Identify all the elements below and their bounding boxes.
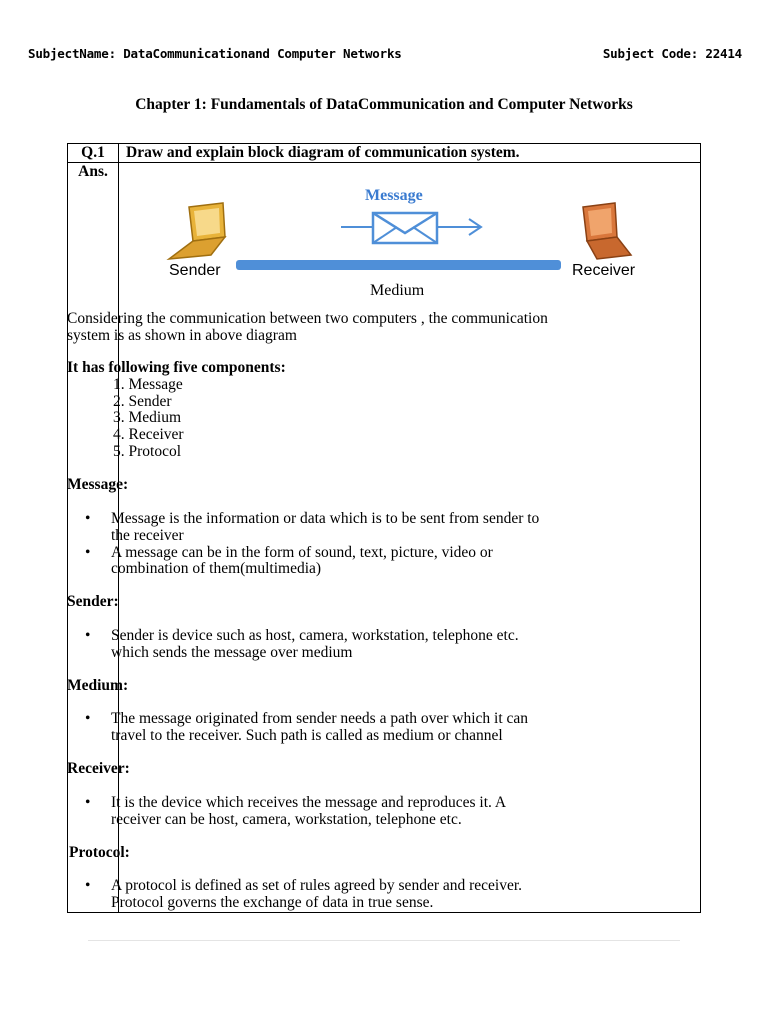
intro-line-1: Considering the communication between two computers , the communication — [67, 310, 548, 327]
components-block — [67, 360, 627, 461]
list-item: 4. Receiver — [113, 426, 184, 444]
subject-name: SubjectName: DataCommunicationand Computer Networks — [28, 46, 402, 61]
bullet: • — [85, 510, 91, 527]
diagram-sender-label: Sender — [169, 262, 221, 279]
answer-label: Ans. — [78, 163, 108, 180]
communication-diagram — [153, 179, 683, 304]
list-item: • It is the device which receives the message and reproduces it. A receiver can be host, camera, workstation, telephone etc. — [85, 794, 507, 828]
diagram-message-label: Message — [365, 187, 423, 204]
bullet: • — [85, 710, 91, 727]
question-text: Draw and explain block diagram of communication system. — [126, 144, 520, 161]
medium-section-heading: Medium: — [67, 677, 129, 694]
components-heading: It has following five components: — [67, 359, 286, 376]
medium-bar — [236, 260, 561, 270]
receiver-bullets — [67, 795, 627, 829]
page-header — [28, 46, 742, 61]
diagram-medium-label: Medium — [370, 282, 425, 299]
sender-section-heading: Sender: — [67, 593, 119, 610]
message-bullets — [67, 511, 627, 578]
bullet: • — [85, 543, 91, 561]
components-list — [67, 377, 627, 461]
list-item: 3. Medium — [113, 409, 182, 427]
intro-paragraph — [67, 311, 627, 345]
list-item: 1. Message — [113, 375, 183, 393]
list-item: • A message can be in the form of sound, text, picture, video or combination of them(multimedia) — [85, 543, 493, 578]
intro-line-2: system is as shown in above diagram — [67, 326, 297, 344]
receiver-laptop-icon — [583, 203, 631, 259]
chapter-title: Chapter 1: Fundamentals of DataCommunication and Computer Networks — [135, 96, 633, 113]
bullet: • — [85, 794, 91, 811]
protocol-bullets — [67, 878, 627, 912]
table-row-divider — [68, 162, 700, 163]
subject-code: Subject Code: 22414 — [602, 46, 742, 61]
bullet: • — [85, 627, 91, 644]
list-item: • A protocol is defined as set of rules agreed by sender and receiver. Protocol governs the exchange of data in true sense. — [85, 877, 523, 911]
protocol-section-heading: Protocol: — [69, 844, 130, 861]
list-item: 5. Protocol — [113, 442, 182, 460]
medium-bullets — [67, 711, 627, 745]
envelope-icon — [373, 213, 437, 243]
sender-laptop-icon — [169, 203, 225, 259]
question-number: Q.1 — [81, 144, 105, 161]
list-item: • The message originated from sender needs a path over which it can travel to the receiver. Such path is called as medium or channel — [85, 710, 529, 744]
message-section-heading: Message: — [67, 476, 129, 493]
diagram-receiver-label: Receiver — [572, 262, 636, 279]
page-footer-rule — [88, 940, 680, 941]
list-item: 2. Sender — [113, 392, 172, 410]
receiver-section-heading: Receiver: — [67, 760, 130, 777]
bullet: • — [85, 877, 91, 894]
list-item: • Message is the information or data which is to be sent from sender to the receiver — [85, 510, 540, 544]
sender-bullets — [67, 628, 627, 662]
list-item: • Sender is device such as host, camera, workstation, telephone etc. which sends the message over medium — [85, 627, 519, 661]
